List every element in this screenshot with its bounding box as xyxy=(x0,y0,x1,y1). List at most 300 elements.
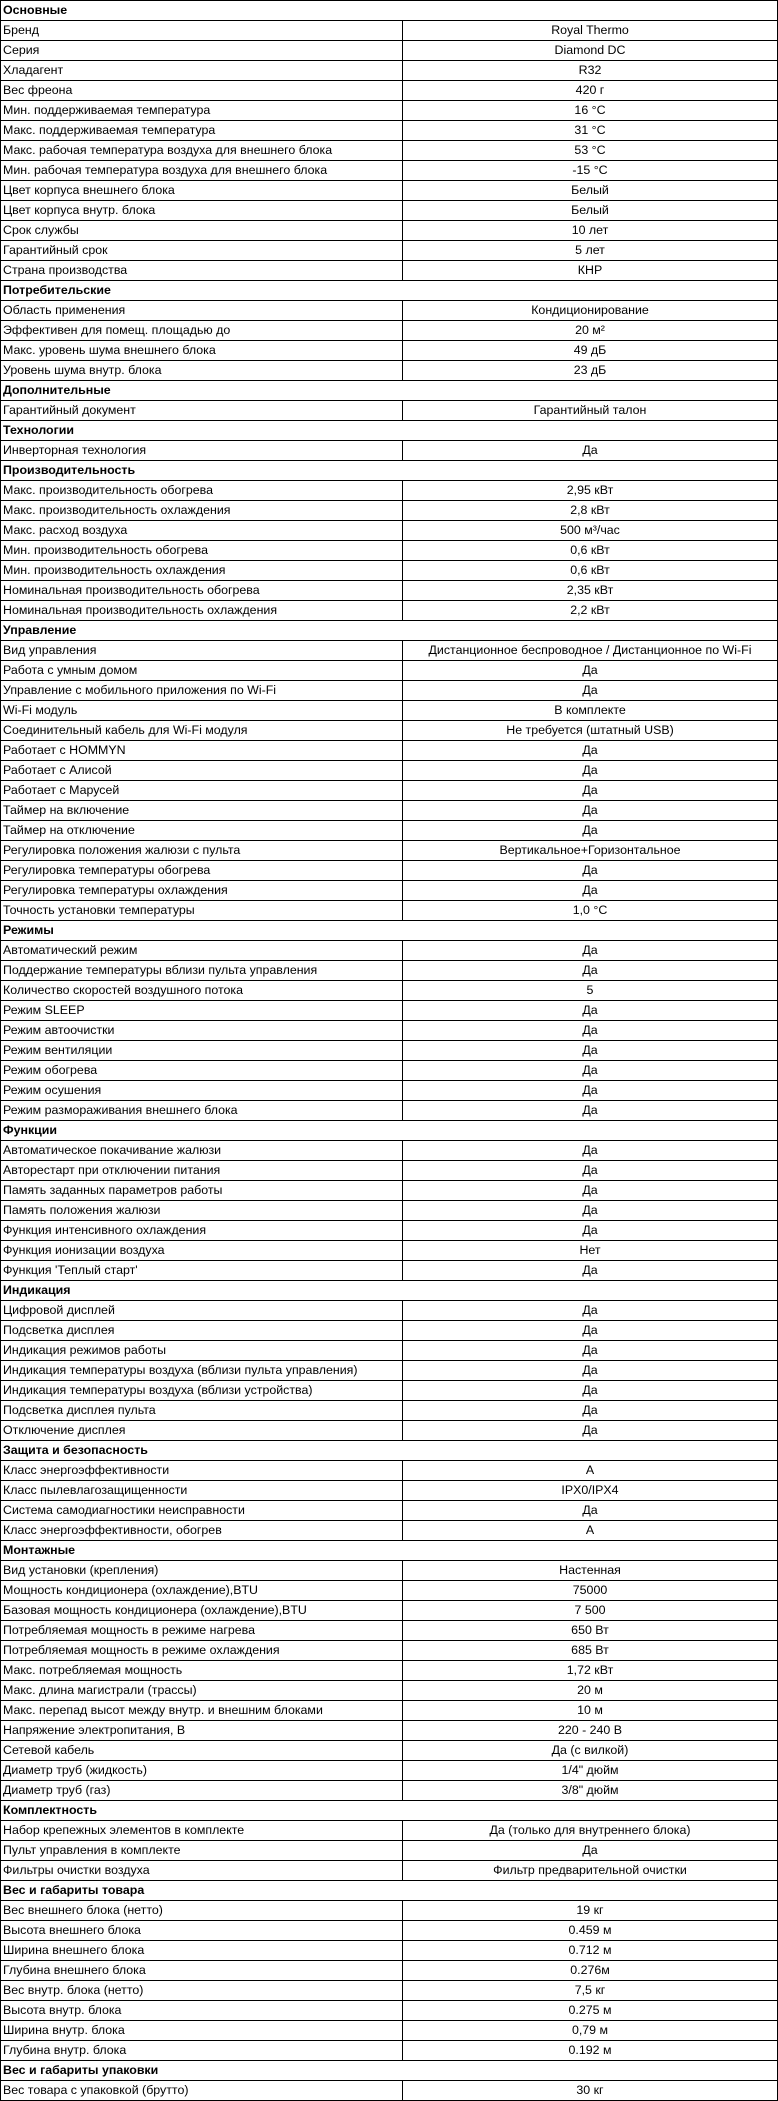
param-name: Гарантийный срок xyxy=(1,241,403,261)
table-row xyxy=(1,1781,778,1801)
section-title: Вес и габариты товара xyxy=(1,1881,778,1901)
section-header-row xyxy=(1,1541,778,1561)
param-name: Память заданных параметров работы xyxy=(1,1181,403,1201)
table-row xyxy=(1,1001,778,1021)
param-name: Макс. поддерживаемая температура xyxy=(1,121,403,141)
param-name: Макс. длина магистрали (трассы) xyxy=(1,1681,403,1701)
param-value: Да xyxy=(403,861,778,881)
table-row xyxy=(1,501,778,521)
param-value: Настенная xyxy=(403,1561,778,1581)
param-name: Автоматическое покачивание жалюзи xyxy=(1,1141,403,1161)
section-title: Дополнительные xyxy=(1,381,778,401)
param-name: Цвет корпуса внутр. блока xyxy=(1,201,403,221)
param-value: 30 кг xyxy=(403,2081,778,2101)
table-row xyxy=(1,2041,778,2061)
param-value: Гарантийный талон xyxy=(403,401,778,421)
section-header-row xyxy=(1,1441,778,1461)
param-value: Да xyxy=(403,1841,778,1861)
param-value: A xyxy=(403,1461,778,1481)
table-row xyxy=(1,961,778,981)
table-row xyxy=(1,801,778,821)
table-row xyxy=(1,1841,778,1861)
param-value: Да xyxy=(403,741,778,761)
table-row xyxy=(1,1401,778,1421)
param-name: Макс. уровень шума внешнего блока xyxy=(1,341,403,361)
param-value: Да xyxy=(403,961,778,981)
param-name: Индикация температуры воздуха (вблизи пульта управления) xyxy=(1,1361,403,1381)
param-name: Таймер на отключение xyxy=(1,821,403,841)
table-row xyxy=(1,141,778,161)
param-value: Белый xyxy=(403,201,778,221)
param-name: Авторестарт при отключении питания xyxy=(1,1161,403,1181)
param-value: 500 м³/час xyxy=(403,521,778,541)
table-row xyxy=(1,1861,778,1881)
param-name: Макс. потребляемая мощность xyxy=(1,1661,403,1681)
table-row xyxy=(1,121,778,141)
section-header-row xyxy=(1,421,778,441)
param-name: Вес фреона xyxy=(1,81,403,101)
param-value: Diamond DC xyxy=(403,41,778,61)
section-header-row xyxy=(1,921,778,941)
param-value: Да xyxy=(403,1321,778,1341)
section-header-row xyxy=(1,281,778,301)
table-row xyxy=(1,881,778,901)
param-name: Потребляемая мощность в режиме нагрева xyxy=(1,1621,403,1641)
param-value: Да xyxy=(403,1401,778,1421)
param-name: Потребляемая мощность в режиме охлаждения xyxy=(1,1641,403,1661)
param-value: Да xyxy=(403,1301,778,1321)
param-name: Эффективен для помещ. площадью до xyxy=(1,321,403,341)
table-row xyxy=(1,1221,778,1241)
param-value: 31 °С xyxy=(403,121,778,141)
param-value: Не требуется (штатный USB) xyxy=(403,721,778,741)
section-header-row xyxy=(1,1801,778,1821)
section-title: Монтажные xyxy=(1,1541,778,1561)
table-row xyxy=(1,61,778,81)
table-row xyxy=(1,1481,778,1501)
param-name: Макс. перепад высот между внутр. и внешним блоками xyxy=(1,1701,403,1721)
param-name: Инверторная технология xyxy=(1,441,403,461)
table-row xyxy=(1,1501,778,1521)
table-row xyxy=(1,821,778,841)
table-row xyxy=(1,1701,778,1721)
param-name: Макс. расход воздуха xyxy=(1,521,403,541)
param-name: Система самодиагностики неисправности xyxy=(1,1501,403,1521)
param-name: Область применения xyxy=(1,301,403,321)
table-row xyxy=(1,1561,778,1581)
spec-table-body xyxy=(1,1,778,2101)
param-value: 650 Вт xyxy=(403,1621,778,1641)
param-value: Да xyxy=(403,1061,778,1081)
param-value: Да xyxy=(403,1041,778,1061)
table-row xyxy=(1,1261,778,1281)
param-name: Таймер на включение xyxy=(1,801,403,821)
table-row xyxy=(1,661,778,681)
table-row xyxy=(1,2021,778,2041)
table-row xyxy=(1,1821,778,1841)
param-value: 7 500 xyxy=(403,1601,778,1621)
section-title: Защита и безопасность xyxy=(1,1441,778,1461)
table-row xyxy=(1,1081,778,1101)
param-name: Регулировка положения жалюзи с пульта xyxy=(1,841,403,861)
table-row xyxy=(1,681,778,701)
table-row xyxy=(1,201,778,221)
param-value: Да xyxy=(403,1381,778,1401)
table-row xyxy=(1,481,778,501)
param-name: Цифровой дисплей xyxy=(1,1301,403,1321)
table-row xyxy=(1,1721,778,1741)
param-name: Номинальная производительность охлаждения xyxy=(1,601,403,621)
param-name: Класс энергоэффективности xyxy=(1,1461,403,1481)
param-name: Базовая мощность кондиционера (охлаждение),BTU xyxy=(1,1601,403,1621)
table-row xyxy=(1,981,778,1001)
table-row xyxy=(1,1361,778,1381)
param-name: Подсветка дисплея xyxy=(1,1321,403,1341)
table-row xyxy=(1,561,778,581)
table-row xyxy=(1,1421,778,1441)
section-header-row xyxy=(1,1121,778,1141)
table-row xyxy=(1,901,778,921)
param-value: Да xyxy=(403,1341,778,1361)
section-title: Вес и габариты упаковки xyxy=(1,2061,778,2081)
param-value: Кондиционирование xyxy=(403,301,778,321)
section-header-row xyxy=(1,2061,778,2081)
section-title: Потребительские xyxy=(1,281,778,301)
table-row xyxy=(1,1201,778,1221)
table-row xyxy=(1,1321,778,1341)
section-title: Основные xyxy=(1,1,778,21)
table-row xyxy=(1,41,778,61)
param-value: Да xyxy=(403,1261,778,1281)
param-name: Мин. рабочая температура воздуха для внешнего блока xyxy=(1,161,403,181)
param-name: Количество скоростей воздушного потока xyxy=(1,981,403,1001)
param-name: Режим осушения xyxy=(1,1081,403,1101)
param-value: 0.275 м xyxy=(403,2001,778,2021)
table-row xyxy=(1,1301,778,1321)
table-row xyxy=(1,521,778,541)
param-value: Да xyxy=(403,881,778,901)
table-row xyxy=(1,741,778,761)
table-row xyxy=(1,441,778,461)
section-header-row xyxy=(1,1,778,21)
param-name: Функция интенсивного охлаждения xyxy=(1,1221,403,1241)
param-name: Цвет корпуса внешнего блока xyxy=(1,181,403,201)
table-row xyxy=(1,601,778,621)
param-value: 19 кг xyxy=(403,1901,778,1921)
param-name: Хладагент xyxy=(1,61,403,81)
table-row xyxy=(1,721,778,741)
table-row xyxy=(1,1921,778,1941)
param-name: Индикация температуры воздуха (вблизи устройства) xyxy=(1,1381,403,1401)
section-title: Комплектность xyxy=(1,1801,778,1821)
section-header-row xyxy=(1,621,778,641)
param-value: КНР xyxy=(403,261,778,281)
section-title: Режимы xyxy=(1,921,778,941)
table-row xyxy=(1,1181,778,1201)
param-value: 2,8 кВт xyxy=(403,501,778,521)
table-row xyxy=(1,321,778,341)
table-row xyxy=(1,161,778,181)
param-name: Отключение дисплея xyxy=(1,1421,403,1441)
param-name: Вес внутр. блока (нетто) xyxy=(1,1981,403,2001)
table-row xyxy=(1,1021,778,1041)
param-value: 1/4" дюйм xyxy=(403,1761,778,1781)
param-value: Да xyxy=(403,1181,778,1201)
table-row xyxy=(1,841,778,861)
table-row xyxy=(1,101,778,121)
table-row xyxy=(1,641,778,661)
param-name: Серия xyxy=(1,41,403,61)
table-row xyxy=(1,1341,778,1361)
param-value: Royal Thermo xyxy=(403,21,778,41)
param-value: Да xyxy=(403,681,778,701)
table-row xyxy=(1,1941,778,1961)
param-value: Да xyxy=(403,661,778,681)
param-value: 2,95 кВт xyxy=(403,481,778,501)
param-value: 0,6 кВт xyxy=(403,561,778,581)
param-name: Диаметр труб (газ) xyxy=(1,1781,403,1801)
table-row xyxy=(1,81,778,101)
param-name: Срок службы xyxy=(1,221,403,241)
param-name: Сетевой кабель xyxy=(1,1741,403,1761)
param-name: Соединительный кабель для Wi-Fi модуля xyxy=(1,721,403,741)
param-name: Вес товара с упаковкой (брутто) xyxy=(1,2081,403,2101)
param-value: Нет xyxy=(403,1241,778,1261)
param-value: 420 г xyxy=(403,81,778,101)
table-row xyxy=(1,1761,778,1781)
table-row xyxy=(1,361,778,381)
param-name: Поддержание температуры вблизи пульта управления xyxy=(1,961,403,981)
table-row xyxy=(1,1461,778,1481)
param-name: Ширина внешнего блока xyxy=(1,1941,403,1961)
table-row xyxy=(1,1141,778,1161)
table-row xyxy=(1,1741,778,1761)
table-row xyxy=(1,1601,778,1621)
param-value: Да xyxy=(403,1021,778,1041)
table-row xyxy=(1,541,778,561)
section-header-row xyxy=(1,381,778,401)
param-value: Да xyxy=(403,1101,778,1121)
param-name: Гарантийный документ xyxy=(1,401,403,421)
param-name: Набор крепежных элементов в комплекте xyxy=(1,1821,403,1841)
section-header-row xyxy=(1,1281,778,1301)
param-value: 5 xyxy=(403,981,778,1001)
param-value: В комплекте xyxy=(403,701,778,721)
table-row xyxy=(1,781,778,801)
table-row xyxy=(1,1981,778,2001)
param-name: Подсветка дисплея пульта xyxy=(1,1401,403,1421)
param-value: Да xyxy=(403,1361,778,1381)
param-value: 0.192 м xyxy=(403,2041,778,2061)
param-value: Да xyxy=(403,1161,778,1181)
param-name: Функция ионизации воздуха xyxy=(1,1241,403,1261)
param-value: Да xyxy=(403,441,778,461)
param-value: Да (только для внутреннего блока) xyxy=(403,1821,778,1841)
table-row xyxy=(1,1041,778,1061)
param-name: Режим вентиляции xyxy=(1,1041,403,1061)
param-name: Режим обогрева xyxy=(1,1061,403,1081)
param-name: Вес внешнего блока (нетто) xyxy=(1,1901,403,1921)
param-name: Память положения жалюзи xyxy=(1,1201,403,1221)
param-name: Вид управления xyxy=(1,641,403,661)
section-title: Управление xyxy=(1,621,778,641)
section-title: Индикация xyxy=(1,1281,778,1301)
param-value: Да xyxy=(403,1221,778,1241)
param-value: 53 °С xyxy=(403,141,778,161)
table-row xyxy=(1,1641,778,1661)
param-value: 23 дБ xyxy=(403,361,778,381)
param-name: Точность установки температуры xyxy=(1,901,403,921)
param-name: Работает с Алисой xyxy=(1,761,403,781)
param-name: Макс. рабочая температура воздуха для внешнего блока xyxy=(1,141,403,161)
param-value: 685 Вт xyxy=(403,1641,778,1661)
param-value: 3/8" дюйм xyxy=(403,1781,778,1801)
param-value: A xyxy=(403,1521,778,1541)
param-value: 5 лет xyxy=(403,241,778,261)
param-name: Номинальная производительность обогрева xyxy=(1,581,403,601)
param-value: Белый xyxy=(403,181,778,201)
param-value: Да (с вилкой) xyxy=(403,1741,778,1761)
table-row xyxy=(1,1381,778,1401)
table-row xyxy=(1,181,778,201)
param-name: Высота внешнего блока xyxy=(1,1921,403,1941)
table-row xyxy=(1,1621,778,1641)
param-name: Функция 'Теплый старт' xyxy=(1,1261,403,1281)
param-value: Да xyxy=(403,1141,778,1161)
param-name: Регулировка температуры обогрева xyxy=(1,861,403,881)
param-value: Да xyxy=(403,1421,778,1441)
param-value: Да xyxy=(403,1081,778,1101)
param-name: Работа с умным домом xyxy=(1,661,403,681)
param-value: 0.276м xyxy=(403,1961,778,1981)
param-value: 49 дБ xyxy=(403,341,778,361)
param-value: Да xyxy=(403,1001,778,1021)
table-row xyxy=(1,581,778,601)
section-title: Функции xyxy=(1,1121,778,1141)
param-name: Макс. производительность охлаждения xyxy=(1,501,403,521)
param-name: Класс пылевлагозащищенности xyxy=(1,1481,403,1501)
param-name: Индикация режимов работы xyxy=(1,1341,403,1361)
table-row xyxy=(1,1961,778,1981)
param-name: Макс. производительность обогрева xyxy=(1,481,403,501)
param-name: Режим размораживания внешнего блока xyxy=(1,1101,403,1121)
table-row xyxy=(1,1581,778,1601)
param-value: 75000 xyxy=(403,1581,778,1601)
param-value: Фильтр предварительной очистки xyxy=(403,1861,778,1881)
table-row xyxy=(1,1661,778,1681)
param-value: Дистанционное беспроводное / Дистанционное по Wi-Fi xyxy=(403,641,778,661)
param-value: 0.712 м xyxy=(403,1941,778,1961)
param-value: R32 xyxy=(403,61,778,81)
table-row xyxy=(1,941,778,961)
table-row xyxy=(1,341,778,361)
param-value: 0,6 кВт xyxy=(403,541,778,561)
param-value: Да xyxy=(403,821,778,841)
table-row xyxy=(1,1241,778,1261)
table-row xyxy=(1,401,778,421)
param-name: Мин. поддерживаемая температура xyxy=(1,101,403,121)
table-row xyxy=(1,21,778,41)
table-row xyxy=(1,1521,778,1541)
table-row xyxy=(1,221,778,241)
param-name: Работает с HOMMYN xyxy=(1,741,403,761)
table-row xyxy=(1,861,778,881)
param-name: Регулировка температуры охлаждения xyxy=(1,881,403,901)
section-title: Производительность xyxy=(1,461,778,481)
section-header-row xyxy=(1,461,778,481)
param-name: Страна производства xyxy=(1,261,403,281)
table-row xyxy=(1,1681,778,1701)
table-row xyxy=(1,301,778,321)
param-name: Мощность кондиционера (охлаждение),BTU xyxy=(1,1581,403,1601)
param-name: Режим SLEEP xyxy=(1,1001,403,1021)
param-name: Фильтры очистки воздуха xyxy=(1,1861,403,1881)
param-name: Режим автоочистки xyxy=(1,1021,403,1041)
table-row xyxy=(1,761,778,781)
param-name: Уровень шума внутр. блока xyxy=(1,361,403,381)
param-value: 0.459 м xyxy=(403,1921,778,1941)
param-value: -15 °С xyxy=(403,161,778,181)
param-value: Да xyxy=(403,941,778,961)
param-value: Да xyxy=(403,781,778,801)
param-value: Да xyxy=(403,1201,778,1221)
param-value: Да xyxy=(403,1501,778,1521)
section-header-row xyxy=(1,1881,778,1901)
param-name: Высота внутр. блока xyxy=(1,2001,403,2021)
param-name: Глубина внутр. блока xyxy=(1,2041,403,2061)
param-name: Бренд xyxy=(1,21,403,41)
param-value: 10 м xyxy=(403,1701,778,1721)
table-row xyxy=(1,1901,778,1921)
param-value: 220 - 240 В xyxy=(403,1721,778,1741)
param-value: 20 м xyxy=(403,1681,778,1701)
param-value: 1,0 °С xyxy=(403,901,778,921)
table-row xyxy=(1,1061,778,1081)
param-value: 16 °С xyxy=(403,101,778,121)
param-value: Да xyxy=(403,761,778,781)
param-value: 20 м² xyxy=(403,321,778,341)
section-title: Технологии xyxy=(1,421,778,441)
param-value: 1,72 кВт xyxy=(403,1661,778,1681)
param-value: 2,2 кВт xyxy=(403,601,778,621)
param-name: Мин. производительность обогрева xyxy=(1,541,403,561)
param-name: Диаметр труб (жидкость) xyxy=(1,1761,403,1781)
param-name: Глубина внешнего блока xyxy=(1,1961,403,1981)
param-value: 2,35 кВт xyxy=(403,581,778,601)
param-value: Вертикальное+Горизонтальное xyxy=(403,841,778,861)
param-name: Wi-Fi модуль xyxy=(1,701,403,721)
param-name: Управление с мобильного приложения по Wi-Fi xyxy=(1,681,403,701)
param-value: 7,5 кг xyxy=(403,1981,778,2001)
param-value: 10 лет xyxy=(403,221,778,241)
table-row xyxy=(1,241,778,261)
table-row xyxy=(1,261,778,281)
param-value: IPX0/IPX4 xyxy=(403,1481,778,1501)
table-row xyxy=(1,1101,778,1121)
param-value: 0,79 м xyxy=(403,2021,778,2041)
param-name: Пульт управления в комплекте xyxy=(1,1841,403,1861)
table-row xyxy=(1,701,778,721)
param-name: Класс энергоэффективности, обогрев xyxy=(1,1521,403,1541)
param-name: Ширина внутр. блока xyxy=(1,2021,403,2041)
param-name: Напряжение электропитания, В xyxy=(1,1721,403,1741)
param-name: Автоматический режим xyxy=(1,941,403,961)
param-name: Вид установки (крепления) xyxy=(1,1561,403,1581)
param-value: Да xyxy=(403,801,778,821)
table-row xyxy=(1,1161,778,1181)
table-row xyxy=(1,2081,778,2101)
param-name: Работает с Марусей xyxy=(1,781,403,801)
